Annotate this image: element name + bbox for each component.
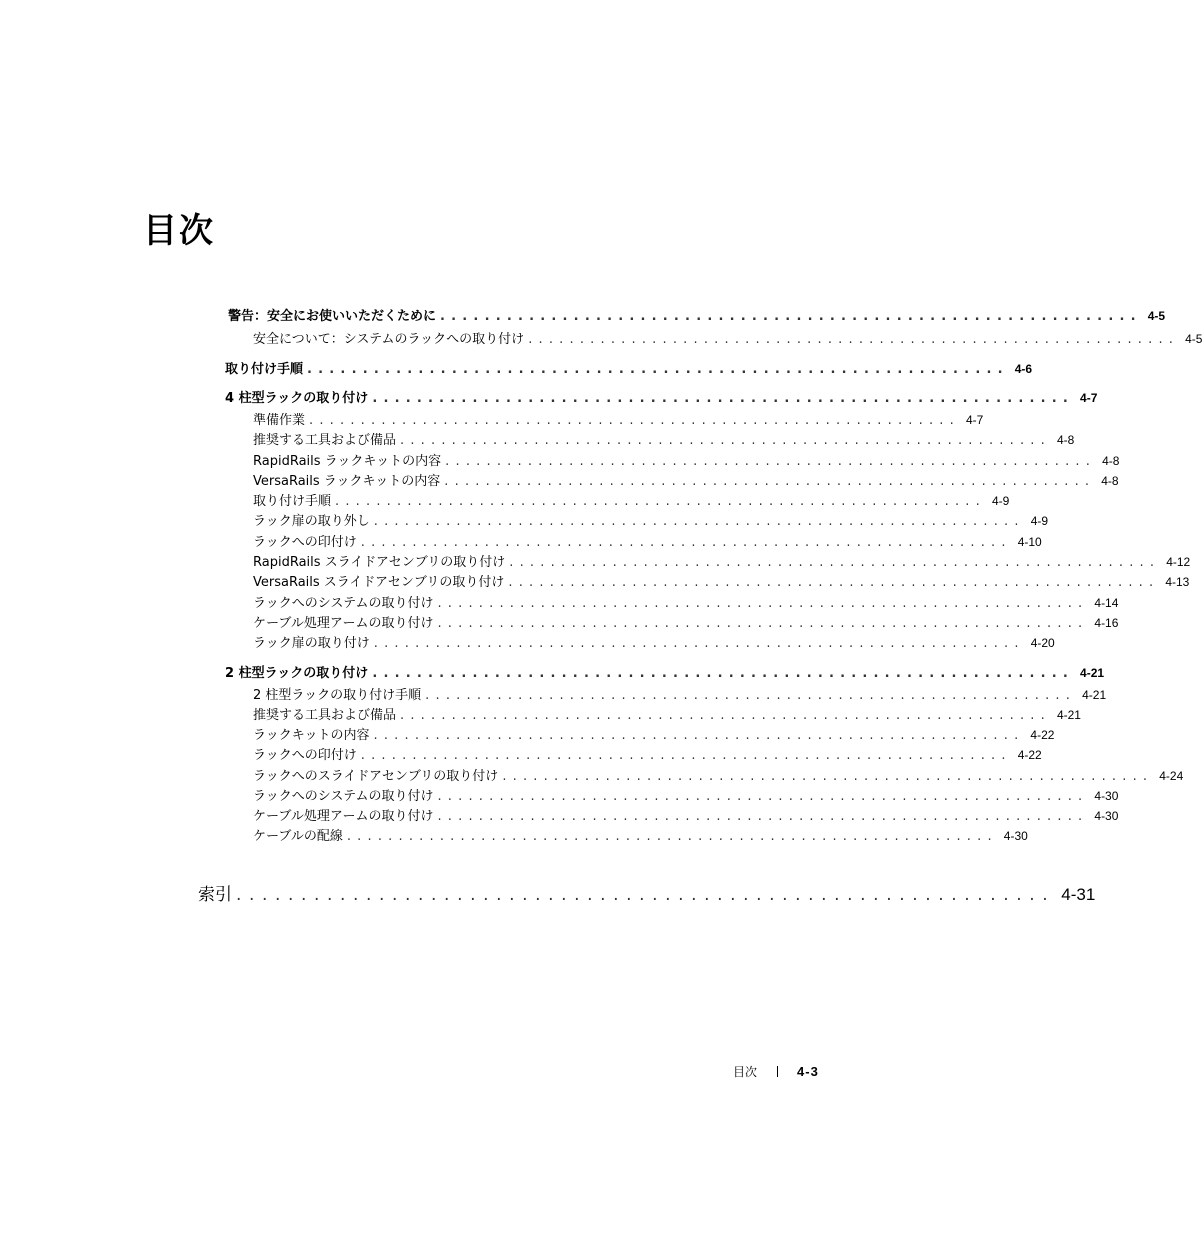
toc-entry-label: 4 柱型ラックの取り付け — [225, 391, 369, 406]
toc-entry[interactable] — [253, 612, 1119, 631]
toc-entry[interactable] — [253, 429, 1075, 448]
toc-entry-page: 4-12 — [1166, 555, 1191, 569]
toc-entry-label: ラック扉の取り外し — [253, 514, 370, 529]
toc-entry[interactable] — [225, 358, 1033, 377]
toc-entry-page: 4-9 — [991, 494, 1010, 508]
toc-entry-label: 取り付け手順 — [225, 362, 304, 377]
dot-leader: ............................................................... — [309, 413, 960, 428]
toc-entry-page: 4-8 — [1056, 433, 1075, 447]
toc-entry[interactable] — [253, 785, 1119, 804]
dot-leader: ............................................................... — [437, 616, 1089, 631]
dot-leader: ............................................................... — [445, 454, 1097, 469]
toc-entry-label: 推奨する工具および備品 — [253, 433, 397, 448]
page-footer — [733, 1063, 819, 1080]
toc-entry-label: VersaRails ラックキットの内容 — [253, 474, 441, 489]
toc-entry-page: 4-8 — [1102, 454, 1120, 468]
toc-entry-label: ラックへのシステムの取り付け — [253, 789, 434, 804]
toc-entry[interactable] — [253, 571, 1190, 590]
footer-section-title: 目次 — [733, 1065, 758, 1079]
dot-leader: ............................................................... — [372, 391, 1075, 406]
toc-entry-page: 4-6 — [1014, 362, 1033, 376]
toc-entry-label: RapidRails ラックキットの内容 — [253, 454, 442, 469]
index-label: 索引 — [198, 885, 232, 905]
toc-entry[interactable] — [253, 765, 1184, 784]
toc-entry-page: 4-8 — [1101, 474, 1119, 488]
toc-entry-page: 4-20 — [1030, 636, 1055, 650]
toc-entry-label: VersaRails スライドアセンブリの取り付け — [253, 575, 505, 590]
toc-entry-label: ラックキットの内容 — [253, 728, 370, 743]
toc-entry-page: 4-21 — [1080, 666, 1105, 680]
toc-entry[interactable] — [253, 551, 1191, 570]
toc-entry-label: ケーブル処理アームの取り付け — [253, 809, 434, 824]
dot-leader: ............................................................... — [502, 769, 1154, 784]
index-page: 4-31 — [1061, 885, 1096, 904]
toc-entry[interactable] — [253, 744, 1042, 763]
toc-entry-label: ケーブル処理アームの取り付け — [253, 616, 434, 631]
dot-leader: ............................................................... — [373, 728, 1025, 743]
toc-entry-label: ラックへのシステムの取り付け — [253, 596, 434, 611]
toc-entry[interactable] — [253, 450, 1120, 469]
dot-leader: ............................................................... — [335, 494, 986, 509]
dot-leader: ............................................................... — [437, 809, 1089, 824]
toc-entry[interactable] — [253, 409, 984, 428]
toc-entry-label: 取り付け手順 — [253, 494, 332, 509]
toc-entry-page: 4-14 — [1094, 596, 1119, 610]
dot-leader: ............................................................... — [444, 474, 1096, 489]
toc-entry-page: 4-24 — [1159, 769, 1184, 783]
toc-entry-label: 安全について：システムのラックへの取り付け — [253, 332, 525, 347]
page-title: 目次 — [143, 211, 215, 251]
toc-entry[interactable] — [253, 724, 1055, 743]
toc-entry-page: 4-7 — [965, 413, 984, 427]
dot-leader: ............................................................... — [360, 535, 1012, 550]
dot-leader: ............................................................... — [373, 636, 1025, 651]
dot-leader: ............................................................... — [346, 829, 998, 844]
toc-entry[interactable] — [253, 704, 1081, 723]
toc-entry-label: ケーブルの配線 — [253, 829, 343, 844]
toc-entry-label: 2 柱型ラックの取り付け — [225, 666, 369, 681]
toc-entry[interactable] — [225, 387, 1098, 406]
dot-leader: ............................................................... — [437, 789, 1089, 804]
dot-leader: ............................................................... — [437, 596, 1089, 611]
toc-entry-page: 4-30 — [1094, 809, 1119, 823]
toc-entry-label: 準備作業 — [253, 413, 306, 428]
toc-entry-label: ラック扉の取り付け — [253, 636, 370, 651]
toc-entry-label: ラックへの印付け — [253, 748, 357, 763]
toc-entry[interactable] — [253, 805, 1119, 824]
toc-entry[interactable] — [253, 825, 1028, 844]
toc-entry[interactable] — [253, 684, 1107, 703]
toc-entry[interactable] — [253, 592, 1119, 611]
dot-leader: ............................................................... — [307, 362, 1009, 377]
toc-entry-page: 4-9 — [1030, 514, 1049, 528]
toc-entry-label: 推奨する工具および備品 — [253, 708, 397, 723]
toc-entry[interactable] — [225, 662, 1105, 681]
footer-page-number: 4-3 — [797, 1064, 819, 1079]
toc-entry-page: 4-30 — [1094, 789, 1119, 803]
toc-entry-label: ラックへのスライドアセンブリの取り付け — [253, 769, 499, 784]
toc-entry-label: ラックへの印付け — [253, 535, 357, 550]
dot-leader: ............................................................... — [373, 514, 1025, 529]
toc-entry-page: 4-7 — [1080, 391, 1098, 405]
dot-leader: ............................................................... — [425, 688, 1077, 703]
index-entry[interactable] — [198, 880, 1096, 905]
toc-entry-page: 4-21 — [1082, 688, 1107, 702]
toc-entry-label: 2 柱型ラックの取り付け手順 — [253, 688, 422, 703]
toc-entry-page: 4-13 — [1165, 575, 1190, 589]
footer-divider — [777, 1066, 778, 1077]
toc-entry[interactable] — [228, 305, 1166, 324]
toc-entry-page: 4-16 — [1094, 616, 1119, 630]
toc-entry[interactable] — [253, 632, 1055, 651]
dot-leader: ............................................................... — [236, 885, 1056, 905]
toc-entry-page: 4-22 — [1017, 748, 1042, 762]
toc-entry-page: 4-30 — [1003, 829, 1028, 843]
toc-entry-page: 4-22 — [1030, 728, 1055, 742]
toc-entry[interactable] — [253, 510, 1049, 529]
dot-leader: ............................................................... — [400, 708, 1051, 723]
toc-entry-label: 警告：安全にお使いいただくために — [228, 309, 437, 324]
dot-leader: ............................................................... — [509, 555, 1161, 570]
dot-leader: ............................................................... — [528, 332, 1180, 347]
toc-entry-page: 4-5 — [1147, 309, 1166, 323]
toc-entry-page: 4-5 — [1185, 332, 1202, 346]
toc-entry[interactable] — [253, 531, 1042, 550]
dot-leader: ............................................................... — [440, 309, 1142, 324]
toc-entry[interactable] — [253, 490, 1010, 509]
dot-leader: ............................................................... — [400, 433, 1051, 448]
dot-leader: ............................................................... — [360, 748, 1012, 763]
dot-leader: ............................................................... — [508, 575, 1160, 590]
toc-entry-label: RapidRails スライドアセンブリの取り付け — [253, 555, 506, 570]
toc-entry-page: 4-10 — [1017, 535, 1042, 549]
toc-entry[interactable] — [253, 470, 1119, 489]
dot-leader: ............................................................... — [372, 666, 1075, 681]
toc-entry[interactable] — [253, 328, 1202, 347]
toc-entry-page: 4-21 — [1056, 708, 1081, 722]
